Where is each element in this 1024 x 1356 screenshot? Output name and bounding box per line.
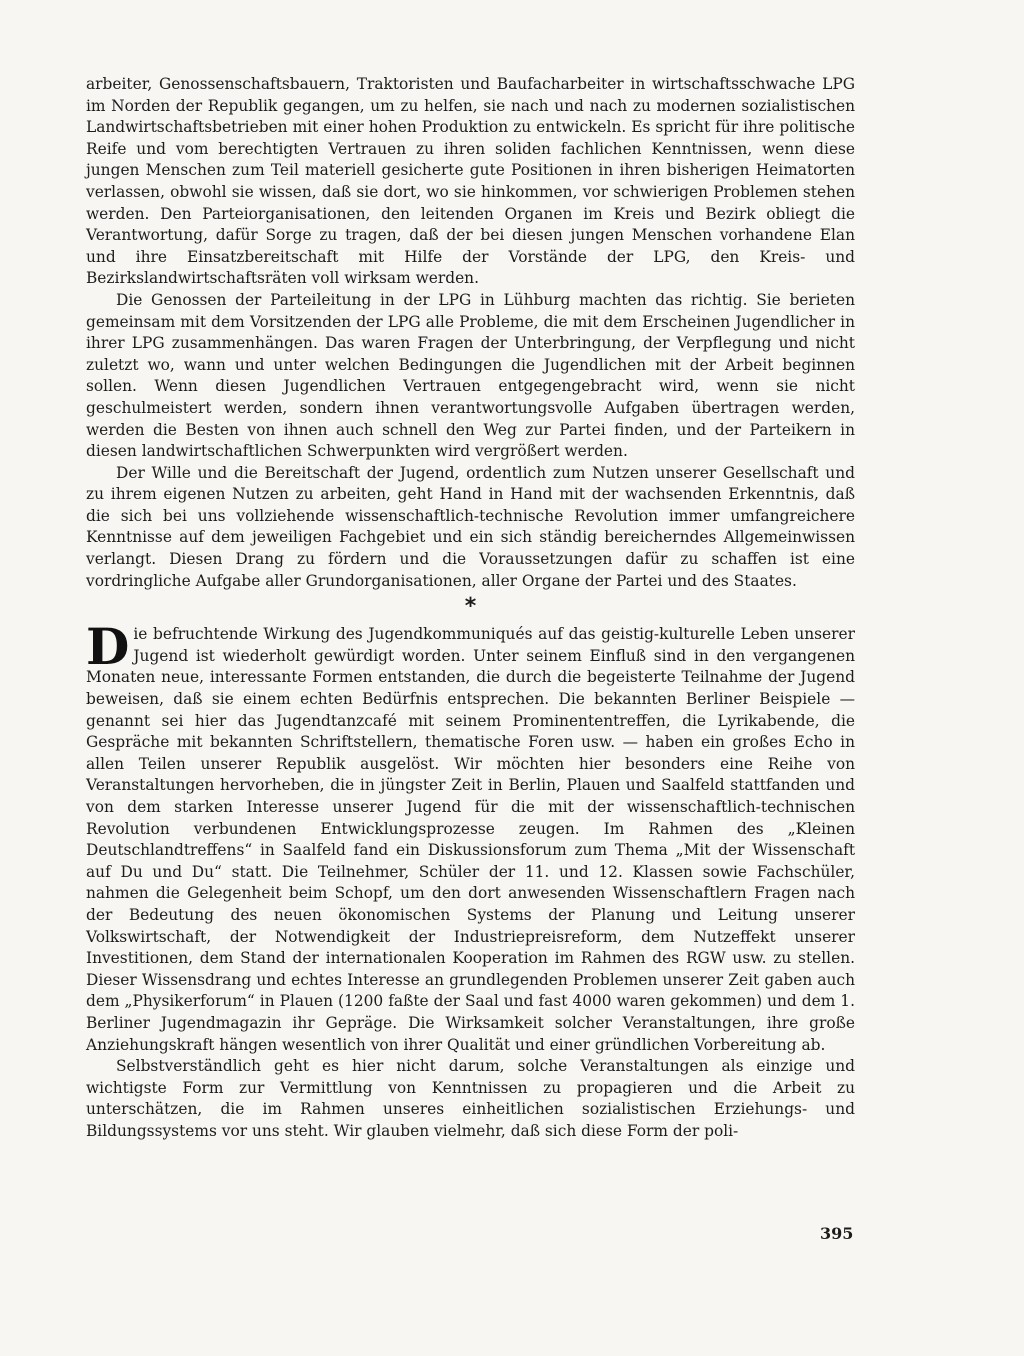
paragraph-jugendkommunique	[86, 617, 855, 1056]
page-number: 395	[820, 1224, 854, 1243]
section-separator-asterisk: *	[464, 594, 477, 620]
paragraph-lpg-luehburg: Die Genossen der Parteileitung in der LPG in Lühburg machten das richtig. Sie berieten gemeinsam mit dem Vorsitzenden der LPG alle Probleme, die mit dem Erscheinen Jugendlicher in ihrer LPG zusammenhängen. Das waren Fragen der Unterbringung, der Verpflegung und nicht zuletzt wo, wann und unter welchen Bedingungen die Jugendlichen mit der Arbeit beginnen sollen. Wenn diesen Jugendlichen Vertrauen entgegengebracht wird, wenn sie nicht geschulmeistert werden, sondern ihnen verantwortungsvolle Aufgaben übertragen werden, werden die Besten von ihnen auch schnell den Weg zur Partei finden, und der Parteikern in diesen landwirtschaftlichen Schwerpunkten wird vergrößert werden.	[86, 290, 855, 461]
paragraph-jugendkommunique-text: ie befruchtende Wirkung des Jugendkommuniqués auf das geistig-kulturelle Leben unserer Jugend ist wiederholt gewürdigt worden. Unter seinem Einfluß sind in den vergangenen Monaten neue, interessante Formen entstanden, die durch die begeisterte Teilnahme der Jugend beweisen, daß sie einem echten Bedürfnis entsprechen. Die bekannten Berliner Beispiele — genannt sei hier das Jugendtanzcafé mit seinem Prominententreffen, die Lyrikabende, die Gespräche mit bekannten Schriftstellern, thematische Foren usw. — haben ein großes Echo in allen Teilen unserer Republik ausgelöst. Wir möchten hier besonders eine Reihe von Veranstaltungen hervorheben, die in jüngster Zeit in Berlin, Plauen und Saalfeld stattfanden und von dem starken Interesse unserer Jugend für die mit der wissenschaftlich-technischen Revolution verbundenen Entwicklungsprozesse zeugen. Im Rahmen des „Kleinen Deutschlandtreffens“ in Saalfeld fand ein Diskussionsforum zum Thema „Mit der Wissenschaft auf Du und Du“ statt. Die Teilnehmer, Schüler der 11. und 12. Klassen sowie Fachschüler, nahmen die Gelegenheit beim Schopf, um den dort anwesenden Wissenschaftlern Fragen nach der Bedeutung des neuen ökonomischen Systems der Planung und Leitung unserer Volkswirtschaft, der Notwendigkeit der Industriepreisreform, dem Nutzeffekt unserer Investitionen, dem Stand der internationalen Kooperation im Rahmen des RGW usw. zu stellen. Dieser Wissensdrang und echtes Interesse an grundlegenden Problemen unserer Zeit gaben auch dem „Physikerforum“ in Plauen (1200 faßte der Saal und fast 4000 waren gekommen) und dem 1. Berliner Jugendmagazin ihr Gepräge. Die Wirksamkeit solcher Veranstaltungen, ihre große Anziehungskraft hängen wesentlich von ihrer Qualität und einer gründlichen Vorbereitung ab.	[86, 625, 855, 1054]
body-text	[86, 74, 855, 1143]
paragraph-youth-will: Der Wille und die Bereitschaft der Jugend, ordentlich zum Nutzen unserer Gesellschaft und zu ihrem eigenen Nutzen zu arbeiten, geht Hand in Hand mit der wachsenden Erkenntnis, daß die sich bei uns vollziehende wissenschaftlich-technische Revolution immer umfangreichere Kenntnisse auf dem jeweiligen Fachgebiet und ein sich ständig bereicherndes Allgemeinwissen verlangt. Diesen Drang zu fördern und die Voraussetzungen dafür zu schaffen ist eine vordringliche Aufgabe aller Grundorganisationen, aller Organe der Partei und des Staates.	[86, 463, 855, 590]
paragraph-selbstverstaendlich: Selbstverständlich geht es hier nicht darum, solche Veranstaltungen als einzige und wichtigste Form zur Vermittlung von Kenntnissen zu propagieren und die Arbeit zu unterschätzen, die im Rahmen unseres einheitlichen sozialistischen Erziehungs- und Bildungssystems vor uns steht. Wir glauben vielmehr, daß sich diese Form der poli-	[86, 1057, 855, 1140]
paragraph-continued: arbeiter, Genossenschaftsbauern, Traktoristen und Baufacharbeiter in wirtschaftsschwache LPG im Norden der Republik gegangen, um zu helfen, sie nach und nach zu modernen sozialistischen Landwirtschaftsbetrieben mit einer hohen Produktion zu entwickeln. Es spricht für ihre politische Reife und vom berechtigten Vertrauen zu ihren soliden fachlichen Kenntnissen, wenn diese jungen Menschen zum Teil materiell gesicherte gute Positionen in ihren bisherigen Heimatorten verlassen, obwohl sie wissen, daß sie dort, wo sie hinkommen, vor schwierigen Problemen stehen werden. Den Parteiorganisationen, den leitenden Organen im Kreis und Bezirk obliegt die Verantwortung, dafür Sorge zu tragen, daß der bei diesen jungen Menschen vorhandene Elan und ihre Einsatzbereitschaft mit Hilfe der Vorstände der LPG, den Kreis- und Bezirkslandwirtschaftsräten voll wirksam werden.	[86, 75, 855, 288]
drop-cap-letter: D	[86, 617, 130, 677]
